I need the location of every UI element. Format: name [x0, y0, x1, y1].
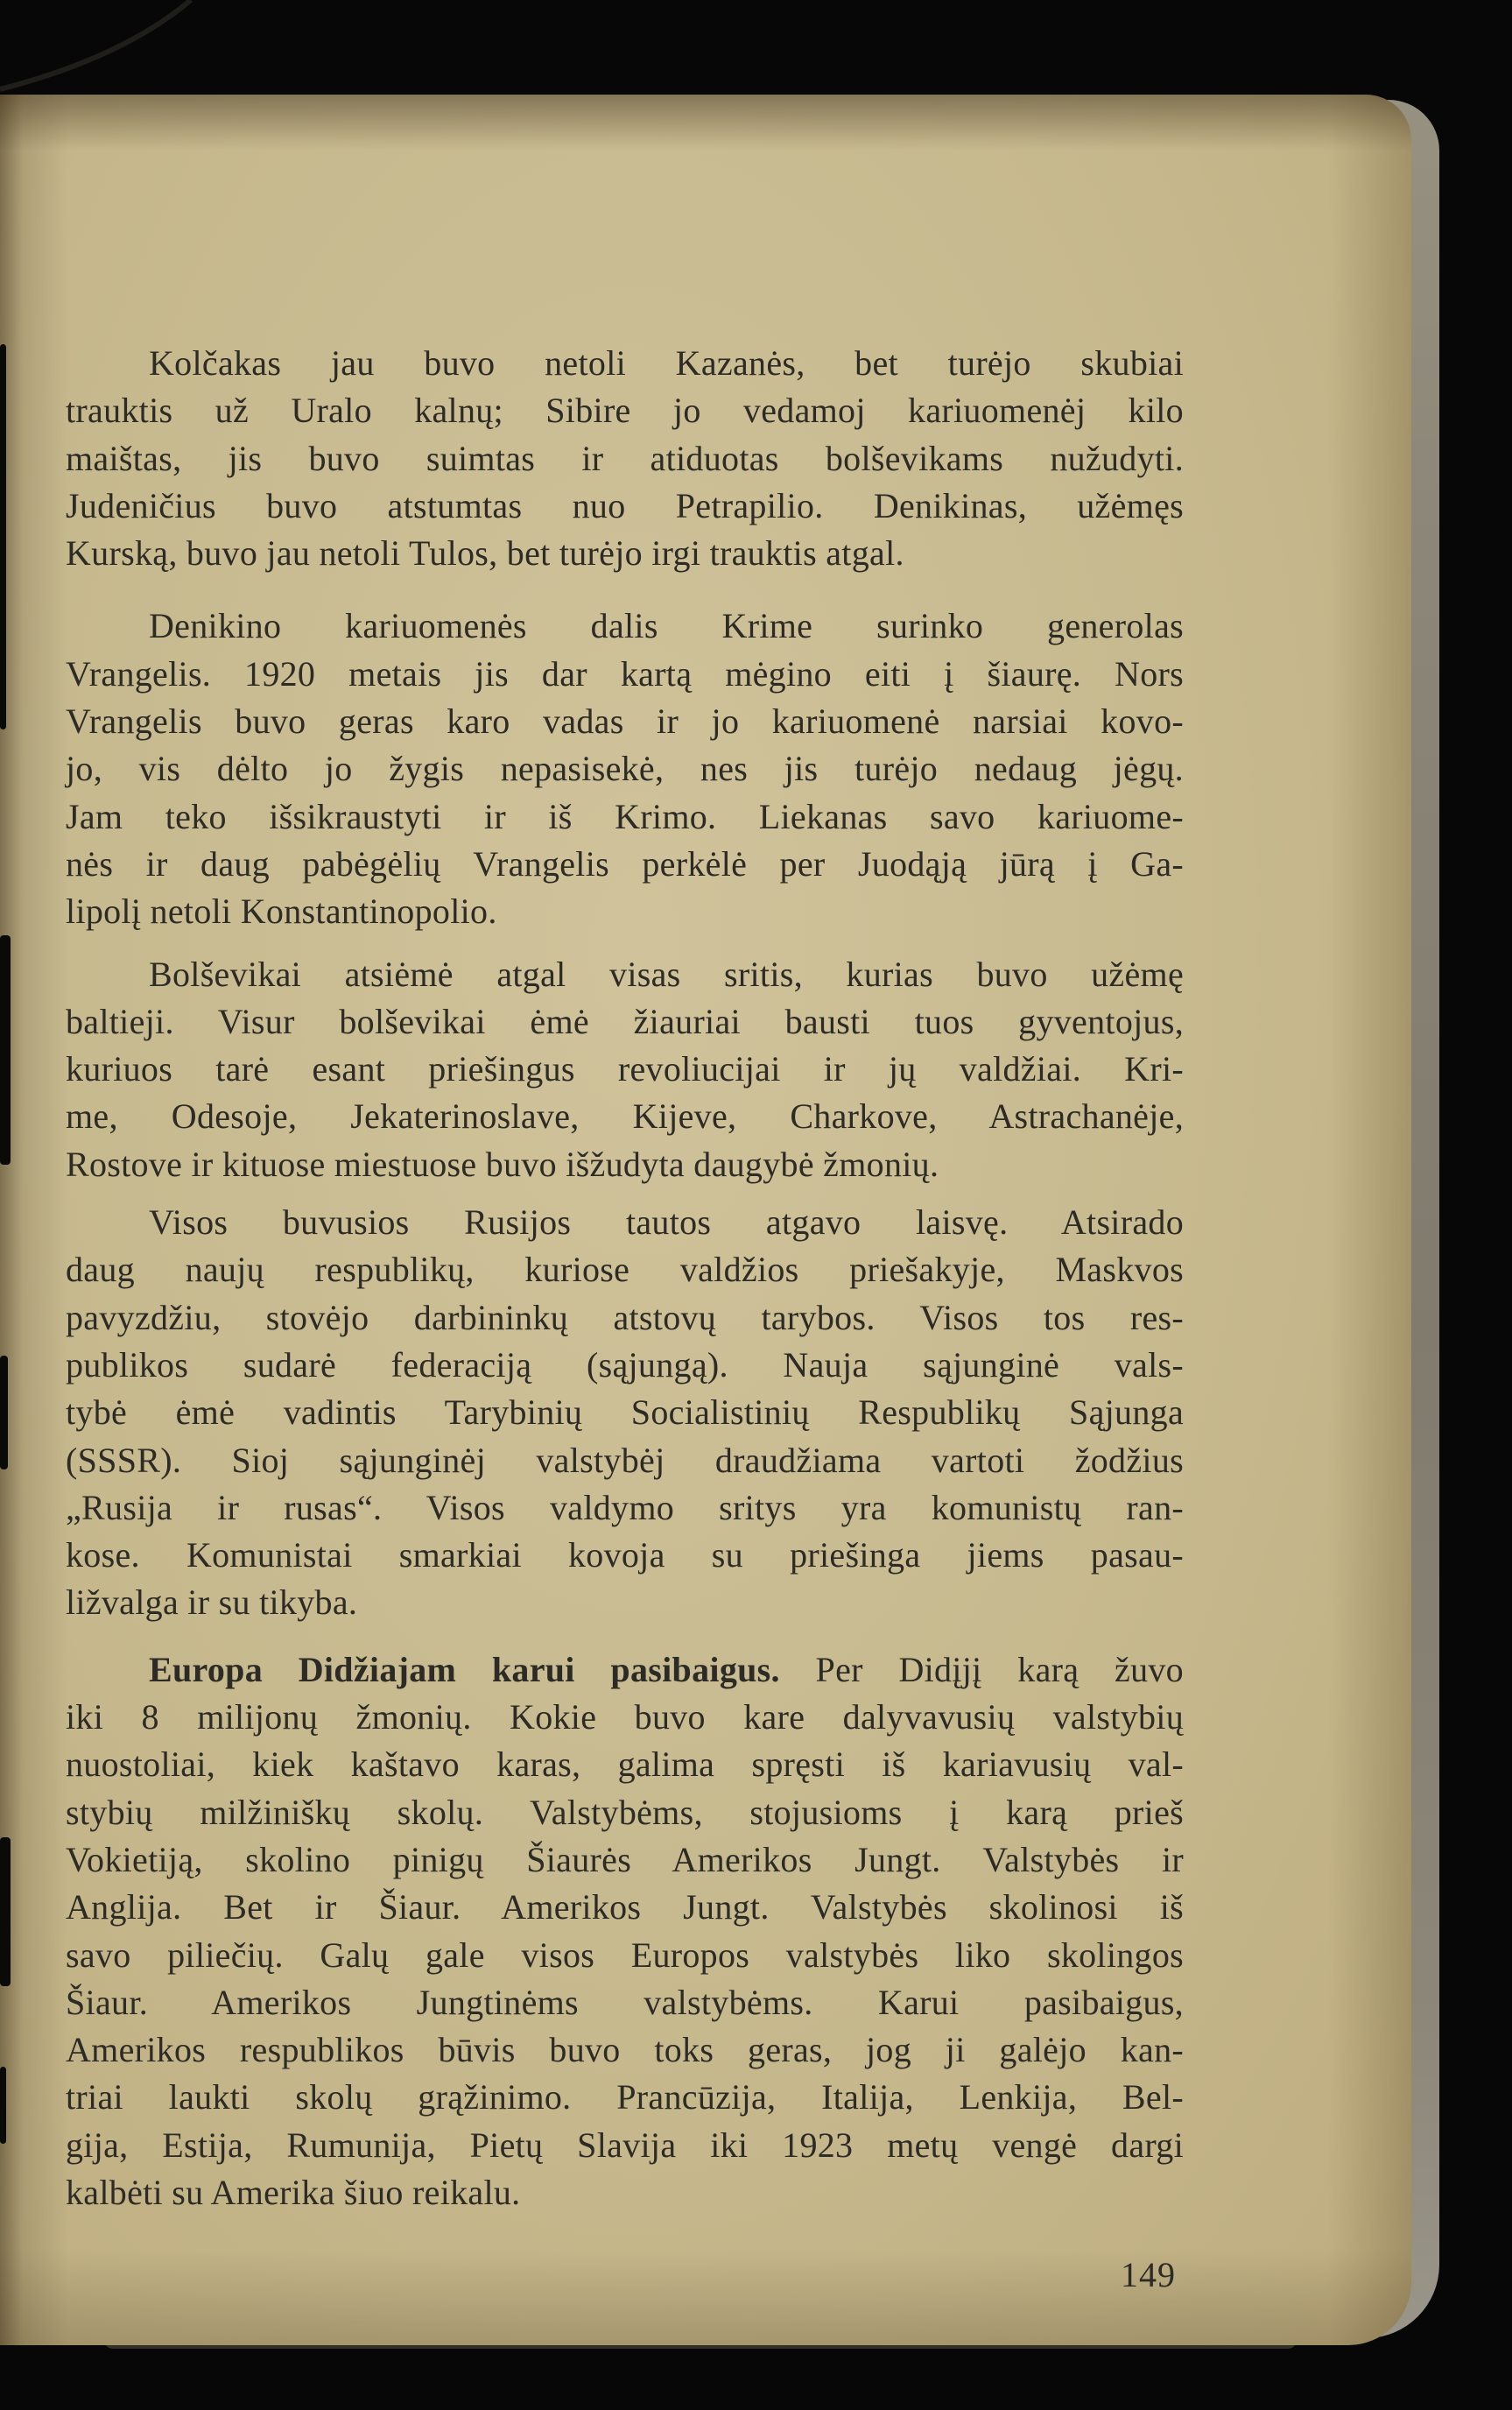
text-line: „Rusija ir rusas“. Visos valdymo sritys yra komunistų ran- — [66, 1487, 1184, 1527]
text-line: me, Odesoje, Jekaterinoslave, Kijeve, Charkove, Astrachanėje, — [66, 1096, 1184, 1137]
text-line: lipolį netoli Konstantinopolio. — [66, 891, 497, 932]
text-block — [66, 340, 1184, 2216]
text-line: nuostoliai, kiek kaštavo karas, galima spręsti iš kariavusių val- — [66, 1744, 1184, 1785]
text-line: Vrangelis. 1920 metais jis dar kartą mėgino eiti į šiaurę. Nors — [66, 653, 1184, 694]
paragraph — [66, 951, 1184, 1188]
text-line: ližvalga ir su tikyba. — [66, 1582, 358, 1623]
gutter-shadow — [0, 2067, 6, 2144]
paragraph — [66, 1646, 1184, 2217]
text-line: kose. Komunistai smarkiai kovoja su priešinga jiems pasau- — [66, 1535, 1184, 1575]
text-line: Denikino kariuomenės dalis Krime surinko generolas — [149, 606, 1184, 646]
text-line: triai laukti skolų grąžinimo. Prancūzija, Italija, Lenkija, Bel- — [66, 2077, 1184, 2118]
book-page — [0, 95, 1411, 2345]
text-line: pavyzdžiu, stovėjo darbininkų atstovų tarybos. Visos tos res- — [66, 1297, 1184, 1337]
text-line: publikos sudarė federaciją (sąjungą). Nauja sąjunginė vals- — [66, 1344, 1184, 1385]
text-line: savo piliečių. Galų gale visos Europos valstybės liko skolingos — [66, 1934, 1184, 1975]
text-line: trauktis už Uralo kalnų; Sibire jo vedamoj kariuomenėj kilo — [66, 391, 1184, 431]
text-line: Amerikos respublikos būvis buvo toks geras, jog ji galėjo kan- — [66, 2030, 1184, 2070]
text-line: tybė ėmė vadintis Tarybinių Socialistinių Respublikų Sąjunga — [66, 1392, 1184, 1433]
text-line: Jam teko išsikraustyti ir iš Krimo. Liekanas savo kariuome- — [66, 796, 1184, 836]
text-line: Bolševikai atsiėmė atgal visas sritis, kurias buvo užėmę — [149, 954, 1184, 994]
page-number: 149 — [1121, 2255, 1176, 2294]
gutter-shadow — [0, 1356, 8, 1469]
text-line: daug naujų respublikų, kuriose valdžios priešakyje, Maskvos — [66, 1250, 1184, 1290]
text-line: kalbėti su Amerika šiuo reikalu. — [66, 2172, 521, 2212]
text-line: Kolčakas jau buvo netoli Kazanės, bet turėjo skubiai — [149, 343, 1184, 383]
paragraph — [66, 1199, 1184, 1627]
text-line: Vokietiją, skolino pinigų Šiaurės Amerikos Jungt. Valstybės ir — [66, 1839, 1184, 1879]
cover-edge-curve — [0, 0, 228, 96]
text-line: maištas, jis buvo suimtas ir atiduotas bolševikams nužudyti. — [66, 438, 1184, 478]
text-line: kuriuos tarė esant priešingus revoliucijai ir jų valdžiai. Kri- — [66, 1049, 1184, 1089]
text-line: Vrangelis buvo geras karo vadas ir jo kariuomenė narsiai kovo- — [66, 701, 1184, 742]
text-line: Visos buvusios Rusijos tautos atgavo laisvę. Atsirado — [149, 1202, 1184, 1243]
gutter-shadow — [0, 344, 6, 729]
text-line: baltieji. Visur bolševikai ėmė žiauriai bausti tuos gyventojus, — [66, 1001, 1184, 1041]
text-line: stybių milžiniškų skolų. Valstybėms, stojusioms į karą prieš — [66, 1792, 1184, 1832]
paragraph — [66, 602, 1184, 935]
text-line: iki 8 milijonų žmonių. Kokie buvo kare dalyvavusių valstybių — [66, 1697, 1184, 1737]
gutter-shadow — [0, 935, 11, 1165]
text-line: Europa Didžiajam karui pasibaigus. Per Didįjį karą žuvo — [149, 1649, 1184, 1689]
paragraph — [66, 340, 1184, 577]
text-line: (SSSR). Sioj sąjunginėj valstybėj draudžiama vartoti žodžius — [66, 1440, 1184, 1480]
text-line: Rostove ir kituose miestuose buvo išžudyta daugybė žmonių. — [66, 1144, 939, 1184]
text-line: Šiaur. Amerikos Jungtinėms valstybėms. Karui pasibaigus, — [66, 1982, 1184, 2022]
text-line: gija, Estija, Rumunija, Pietų Slavija iki 1923 metų vengė dargi — [66, 2125, 1184, 2165]
text-line: jo, vis dėlto jo žygis nepasisekė, nes jis turėjo nedaug jėgų. — [66, 749, 1184, 789]
text-line: Kurską, buvo jau netoli Tulos, bet turėjo irgi trauktis atgal. — [66, 533, 904, 574]
text-line: Anglija. Bet ir Šiaur. Amerikos Jungt. Valstybės skolinosi iš — [66, 1887, 1184, 1927]
gutter-shadow — [0, 1837, 11, 1986]
text-line: Judeničius buvo atstumtas nuo Petrapilio. Denikinas, užėmęs — [66, 485, 1184, 525]
text-line: nės ir daug pabėgėlių Vrangelis perkėlė per Juodąją jūrą į Ga- — [66, 843, 1184, 884]
